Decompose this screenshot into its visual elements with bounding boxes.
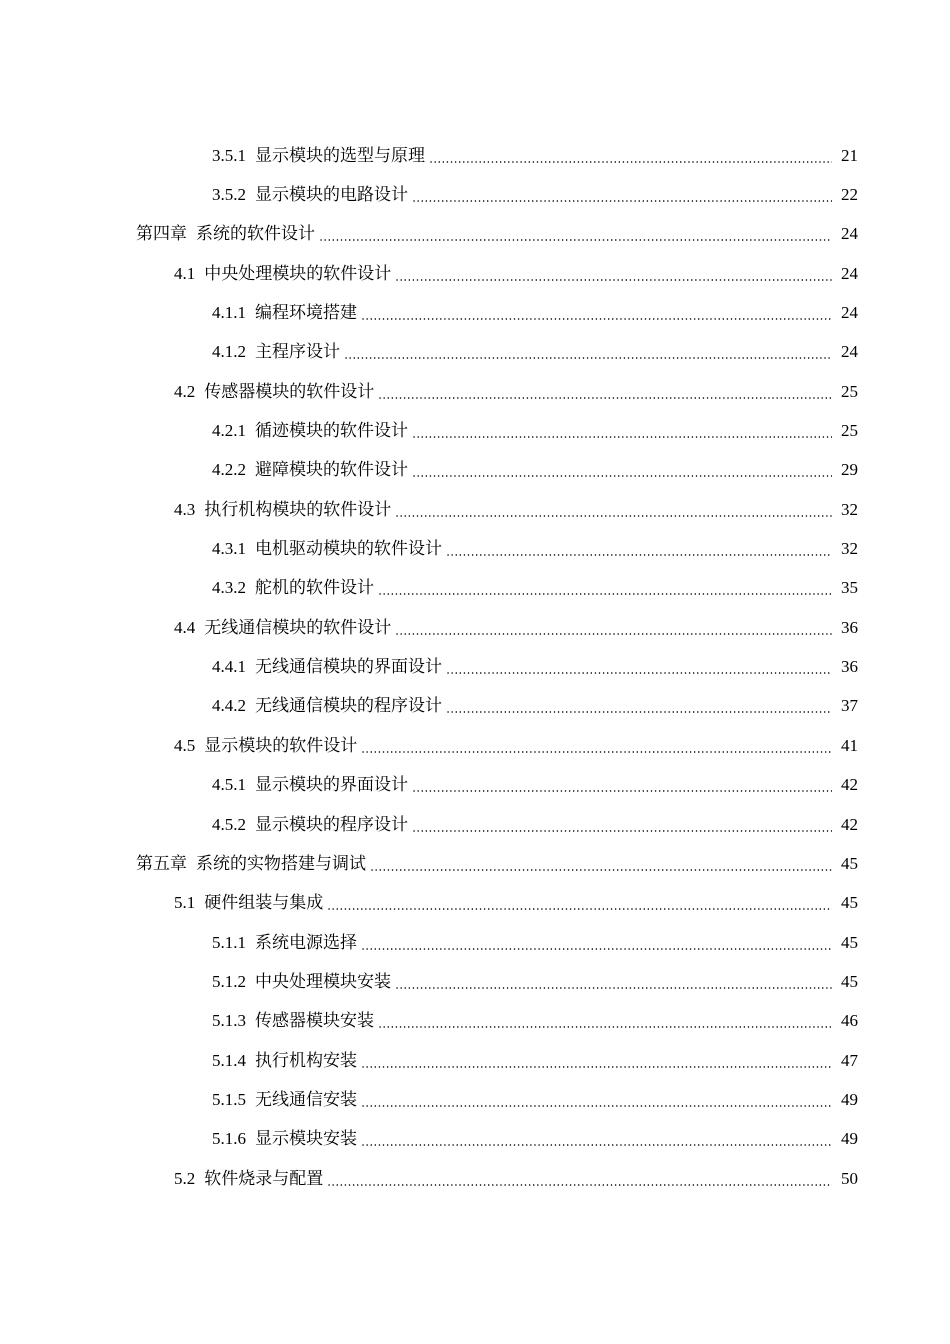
toc-entry-page: 29 [841, 460, 858, 480]
dot-leader [344, 357, 832, 359]
toc-entry-number: 4.3.1 [212, 539, 246, 559]
toc-entry-number: 4.2.2 [212, 460, 246, 480]
toc-entry-text [212, 1051, 357, 1071]
toc-entry[interactable] [0, 293, 950, 332]
toc-entry[interactable] [0, 254, 950, 293]
toc-entry-number: 5.1.2 [212, 971, 246, 991]
toc-entry[interactable] [0, 333, 950, 372]
toc-entry-page: 24 [841, 263, 858, 283]
toc-entry-number: 第五章 [136, 853, 187, 873]
toc-entry-page: 42 [841, 814, 858, 834]
toc-entry-text [212, 421, 408, 441]
toc-entry-text [212, 775, 408, 795]
toc-entry[interactable] [0, 569, 950, 608]
toc-entry-text [136, 224, 315, 244]
dot-leader [327, 1184, 832, 1186]
toc-entry[interactable] [0, 1120, 950, 1159]
toc-entry-title: 中央处理模块安装 [255, 971, 391, 992]
toc-entry-title: 无线通信安装 [255, 1089, 357, 1110]
toc-entry-page: 41 [841, 735, 858, 755]
toc-entry[interactable] [0, 175, 950, 214]
toc-entry-text [212, 1090, 357, 1110]
dot-leader [378, 397, 832, 399]
toc-entry[interactable] [0, 805, 950, 844]
toc-entry-title: 系统电源选择 [255, 932, 357, 953]
toc-entry[interactable] [0, 884, 950, 923]
toc-entry-text [212, 933, 357, 953]
dot-leader [361, 751, 832, 753]
toc-entry-title: 电机驱动模块的软件设计 [255, 539, 442, 560]
dot-leader [395, 987, 832, 989]
toc-entry-page: 36 [841, 617, 858, 637]
toc-entry-page: 37 [841, 696, 858, 716]
toc-entry-page: 49 [841, 1129, 858, 1149]
toc-entry-title: 系统的实物搭建与调试 [196, 853, 366, 874]
toc-entry-text [212, 578, 374, 598]
dot-leader [361, 948, 832, 950]
dot-leader [378, 593, 832, 595]
toc-entry-text [174, 1169, 323, 1189]
toc-entry-text [174, 736, 357, 756]
toc-entry-number: 4.5.1 [212, 775, 246, 795]
toc-entry-text [136, 854, 366, 874]
toc-entry-text [174, 893, 323, 913]
toc-entry-number: 5.1.5 [212, 1089, 246, 1109]
toc-entry-title: 显示模块的程序设计 [255, 814, 408, 835]
toc-entry-title: 系统的软件设计 [196, 224, 315, 245]
toc-entry-title: 执行机构模块的软件设计 [204, 499, 392, 520]
toc-entry-number: 4.5.2 [212, 814, 246, 834]
toc-entry-number: 4.5 [174, 735, 196, 755]
toc-entry-page: 21 [841, 145, 858, 165]
toc-entry-page: 32 [841, 499, 858, 519]
toc-entry-title: 软件烧录与配置 [204, 1168, 324, 1189]
toc-entry-number: 第四章 [136, 224, 187, 244]
toc-entry-title: 硬件组装与集成 [204, 893, 324, 914]
dot-leader [446, 672, 832, 674]
toc-entry-text [212, 303, 357, 323]
toc-entry[interactable] [0, 608, 950, 647]
toc-entry-number: 4.4.2 [212, 696, 246, 716]
toc-entry[interactable] [0, 490, 950, 529]
toc-entry-page: 45 [841, 971, 858, 991]
toc-entry-number: 4.1.2 [212, 342, 246, 362]
dot-leader [361, 1144, 832, 1146]
toc-entry-page: 45 [841, 932, 858, 952]
toc-entry-number: 3.5.1 [212, 145, 246, 165]
toc-entry-number: 3.5.2 [212, 185, 246, 205]
toc-entry[interactable] [0, 411, 950, 450]
dot-leader [395, 279, 832, 281]
dot-leader [361, 1066, 832, 1068]
toc-entry-text [212, 342, 340, 362]
toc-entry-page: 25 [841, 421, 858, 441]
dot-leader [395, 633, 832, 635]
toc-entry-number: 4.1.1 [212, 303, 246, 323]
toc-entry-number: 5.1 [174, 893, 196, 913]
dot-leader [327, 908, 832, 910]
toc-entry-title: 中央处理模块的软件设计 [204, 263, 392, 284]
toc-entry[interactable] [0, 923, 950, 962]
toc-entry[interactable] [0, 687, 950, 726]
toc-entry-page: 24 [841, 224, 858, 244]
dot-leader [370, 869, 832, 871]
toc-entry-title: 显示模块的选型与原理 [255, 145, 425, 166]
toc-entry-page: 24 [841, 303, 858, 323]
toc-entry-text [212, 696, 442, 716]
dot-leader [446, 711, 832, 713]
toc-entry[interactable] [0, 451, 950, 490]
toc-entry-page: 22 [841, 185, 858, 205]
toc-entry-text [212, 460, 408, 480]
toc-entry[interactable] [0, 1041, 950, 1080]
toc-entry-page: 25 [841, 381, 858, 401]
toc-entry-number: 5.1.3 [212, 1011, 246, 1031]
toc-entry-number: 4.3.2 [212, 578, 246, 598]
toc-entry-text [174, 382, 374, 402]
toc-entry[interactable] [0, 766, 950, 805]
toc-entry-number: 5.1.1 [212, 932, 246, 952]
toc-entry-page: 49 [841, 1089, 858, 1109]
toc-entry[interactable] [0, 529, 950, 568]
toc-entry-number: 5.2 [174, 1168, 196, 1188]
toc-entry-page: 42 [841, 775, 858, 795]
toc-entry-text [212, 972, 391, 992]
toc-entry-text [212, 657, 442, 677]
toc-entry-page: 47 [841, 1050, 858, 1070]
toc-entry-number: 4.2 [174, 381, 196, 401]
toc-entry-title: 显示模块的电路设计 [255, 185, 408, 206]
toc-entry-page: 35 [841, 578, 858, 598]
toc-entry-page: 32 [841, 539, 858, 559]
toc-entry-page: 50 [841, 1168, 858, 1188]
dot-leader [412, 830, 832, 832]
toc-entry-text [212, 815, 408, 835]
dot-leader [319, 239, 832, 241]
toc-entry-title: 传感器模块安装 [255, 1011, 374, 1032]
toc-entry[interactable] [0, 1159, 950, 1198]
toc-entry-title: 编程环境搭建 [255, 303, 357, 324]
toc-entry-page: 36 [841, 657, 858, 677]
toc-entry-text [212, 1011, 374, 1031]
dot-leader [429, 161, 832, 163]
dot-leader [378, 1026, 832, 1028]
toc-entry-page: 24 [841, 342, 858, 362]
toc-entry-number: 4.4 [174, 617, 196, 637]
dot-leader [395, 515, 832, 517]
table-of-contents [0, 136, 950, 1198]
toc-entry-text [212, 185, 408, 205]
dot-leader [361, 1105, 832, 1107]
toc-entry-page: 46 [841, 1011, 858, 1031]
toc-entry-title: 显示模块安装 [255, 1129, 357, 1150]
toc-entry[interactable] [0, 215, 950, 254]
toc-entry-number: 4.4.1 [212, 657, 246, 677]
toc-entry-title: 无线通信模块的程序设计 [255, 696, 442, 717]
dot-leader [446, 554, 832, 556]
toc-entry-title: 传感器模块的软件设计 [204, 381, 375, 402]
toc-entry[interactable] [0, 136, 950, 175]
toc-entry-number: 4.1 [174, 263, 196, 283]
toc-entry-text [212, 1129, 357, 1149]
toc-entry[interactable] [0, 1080, 950, 1119]
toc-entry-title: 主程序设计 [255, 342, 340, 363]
toc-entry-title: 执行机构安装 [255, 1050, 357, 1071]
toc-entry-number: 5.1.4 [212, 1050, 246, 1070]
toc-entry-text [212, 539, 442, 559]
toc-entry-text [212, 146, 425, 166]
toc-entry[interactable] [0, 726, 950, 765]
toc-entry-page: 45 [841, 853, 858, 873]
toc-entry[interactable] [0, 1002, 950, 1041]
toc-entry-title: 无线通信模块的界面设计 [255, 657, 442, 678]
dot-leader [412, 790, 832, 792]
toc-entry-title: 避障模块的软件设计 [255, 460, 408, 481]
dot-leader [361, 318, 832, 320]
toc-entry-title: 无线通信模块的软件设计 [204, 617, 392, 638]
toc-entry-title: 循迹模块的软件设计 [255, 421, 408, 442]
toc-entry-number: 5.1.6 [212, 1129, 246, 1149]
dot-leader [412, 436, 832, 438]
toc-entry-text [174, 500, 391, 520]
toc-entry-number: 4.3 [174, 499, 196, 519]
toc-entry-page: 45 [841, 893, 858, 913]
dot-leader [412, 475, 832, 477]
toc-entry[interactable] [0, 372, 950, 411]
toc-entry-text [174, 618, 391, 638]
toc-entry-title: 显示模块的软件设计 [204, 735, 358, 756]
toc-entry[interactable] [0, 647, 950, 686]
toc-entry-number: 4.2.1 [212, 421, 246, 441]
toc-entry[interactable] [0, 844, 950, 883]
toc-entry-title: 显示模块的界面设计 [255, 775, 408, 796]
toc-entry-text [174, 264, 391, 284]
dot-leader [412, 200, 832, 202]
toc-entry[interactable] [0, 962, 950, 1001]
toc-entry-title: 舵机的软件设计 [255, 578, 374, 599]
